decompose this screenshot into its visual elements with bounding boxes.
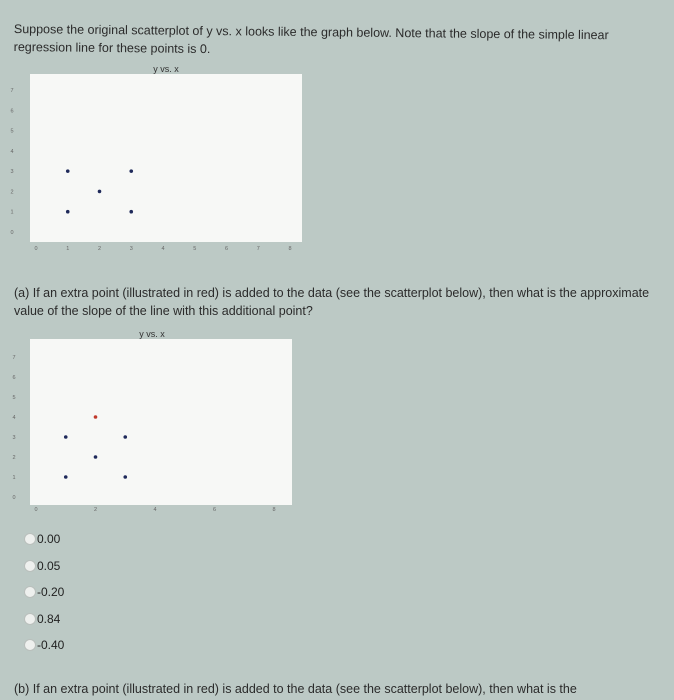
x-tick-label: 2 bbox=[93, 507, 98, 513]
option-label: 0.84 bbox=[37, 611, 61, 626]
data-point bbox=[66, 169, 70, 173]
option-3[interactable] bbox=[24, 606, 64, 633]
y-tick-label: 5 bbox=[12, 395, 16, 401]
y-tick-label: 6 bbox=[10, 108, 14, 115]
data-point bbox=[64, 435, 68, 439]
option-2[interactable] bbox=[24, 579, 64, 606]
data-point bbox=[98, 190, 102, 194]
y-tick-label: 7 bbox=[12, 355, 16, 361]
option-label: 0.00 bbox=[37, 532, 61, 547]
y-tick-label: 3 bbox=[12, 435, 16, 441]
part-a-question-text: (a) If an extra point (illustrated in red) is added to the data (see the scatterplot below), then what is the approximate value of the slope of the line with this additional point? bbox=[14, 286, 650, 318]
scatterplot-with-extra-point-svg bbox=[10, 325, 300, 525]
data-point bbox=[129, 169, 133, 173]
data-point bbox=[129, 210, 133, 214]
y-tick-label: 5 bbox=[10, 128, 14, 135]
answer-options bbox=[24, 526, 64, 659]
chart-title: y vs. x bbox=[153, 64, 179, 74]
radio-button-icon[interactable] bbox=[24, 533, 36, 545]
x-tick-label: 0 bbox=[34, 246, 38, 252]
option-label: -0.40 bbox=[37, 638, 65, 653]
x-tick-label: 8 bbox=[272, 507, 276, 513]
y-tick-label: 3 bbox=[10, 169, 14, 176]
radio-button-icon[interactable] bbox=[24, 639, 36, 651]
scatterplot-with-extra-point bbox=[10, 325, 300, 525]
scatterplot-original-svg bbox=[8, 60, 308, 260]
x-tick-label: 4 bbox=[161, 246, 165, 252]
data-point bbox=[123, 475, 127, 479]
x-tick-label: 6 bbox=[212, 507, 217, 513]
y-tick-label: 2 bbox=[10, 189, 14, 196]
option-0[interactable] bbox=[24, 526, 64, 553]
data-point bbox=[64, 475, 68, 479]
option-1[interactable] bbox=[24, 553, 64, 580]
plot-area bbox=[30, 339, 292, 505]
x-tick-label: 7 bbox=[256, 246, 260, 252]
x-tick-label: 3 bbox=[129, 246, 133, 252]
x-tick-label: 4 bbox=[153, 507, 157, 513]
x-tick-label: 8 bbox=[288, 246, 292, 252]
intro-question-text: Suppose the original scatterplot of y vs. x looks like the graph below. Note that the slope of the simple linear regression line for these points is 0. bbox=[13, 21, 609, 57]
y-tick-label: 4 bbox=[10, 148, 14, 155]
scatterplot-original bbox=[8, 60, 308, 260]
y-tick-label: 7 bbox=[10, 88, 14, 94]
x-tick-label: 1 bbox=[66, 246, 70, 252]
y-tick-label: 2 bbox=[12, 455, 16, 461]
y-tick-label: 6 bbox=[12, 375, 16, 381]
y-tick-label: 0 bbox=[12, 495, 16, 501]
radio-button-icon[interactable] bbox=[24, 586, 36, 598]
x-tick-label: 2 bbox=[97, 246, 102, 252]
x-tick-label: 0 bbox=[34, 507, 38, 513]
option-4[interactable] bbox=[24, 632, 64, 659]
radio-button-icon[interactable] bbox=[24, 560, 36, 572]
x-tick-label: 6 bbox=[224, 246, 229, 252]
data-point bbox=[123, 435, 127, 439]
y-tick-label: 1 bbox=[12, 475, 16, 481]
part-b-question-text: (b) If an extra point (illustrated in red) is added to the data (see the scatterplot below), then what is the bbox=[14, 682, 577, 696]
option-label: 0.05 bbox=[37, 558, 61, 573]
radio-button-icon[interactable] bbox=[24, 613, 36, 625]
y-tick-label: 0 bbox=[10, 230, 14, 236]
data-point bbox=[66, 210, 70, 214]
y-tick-label: 4 bbox=[12, 415, 16, 421]
chart-title: y vs. x bbox=[139, 329, 165, 339]
y-tick-label: 1 bbox=[10, 209, 14, 216]
data-point bbox=[94, 455, 98, 459]
option-label: -0.20 bbox=[37, 585, 65, 600]
plot-area bbox=[30, 74, 302, 242]
x-tick-label: 5 bbox=[193, 246, 197, 252]
data-point bbox=[94, 415, 98, 419]
